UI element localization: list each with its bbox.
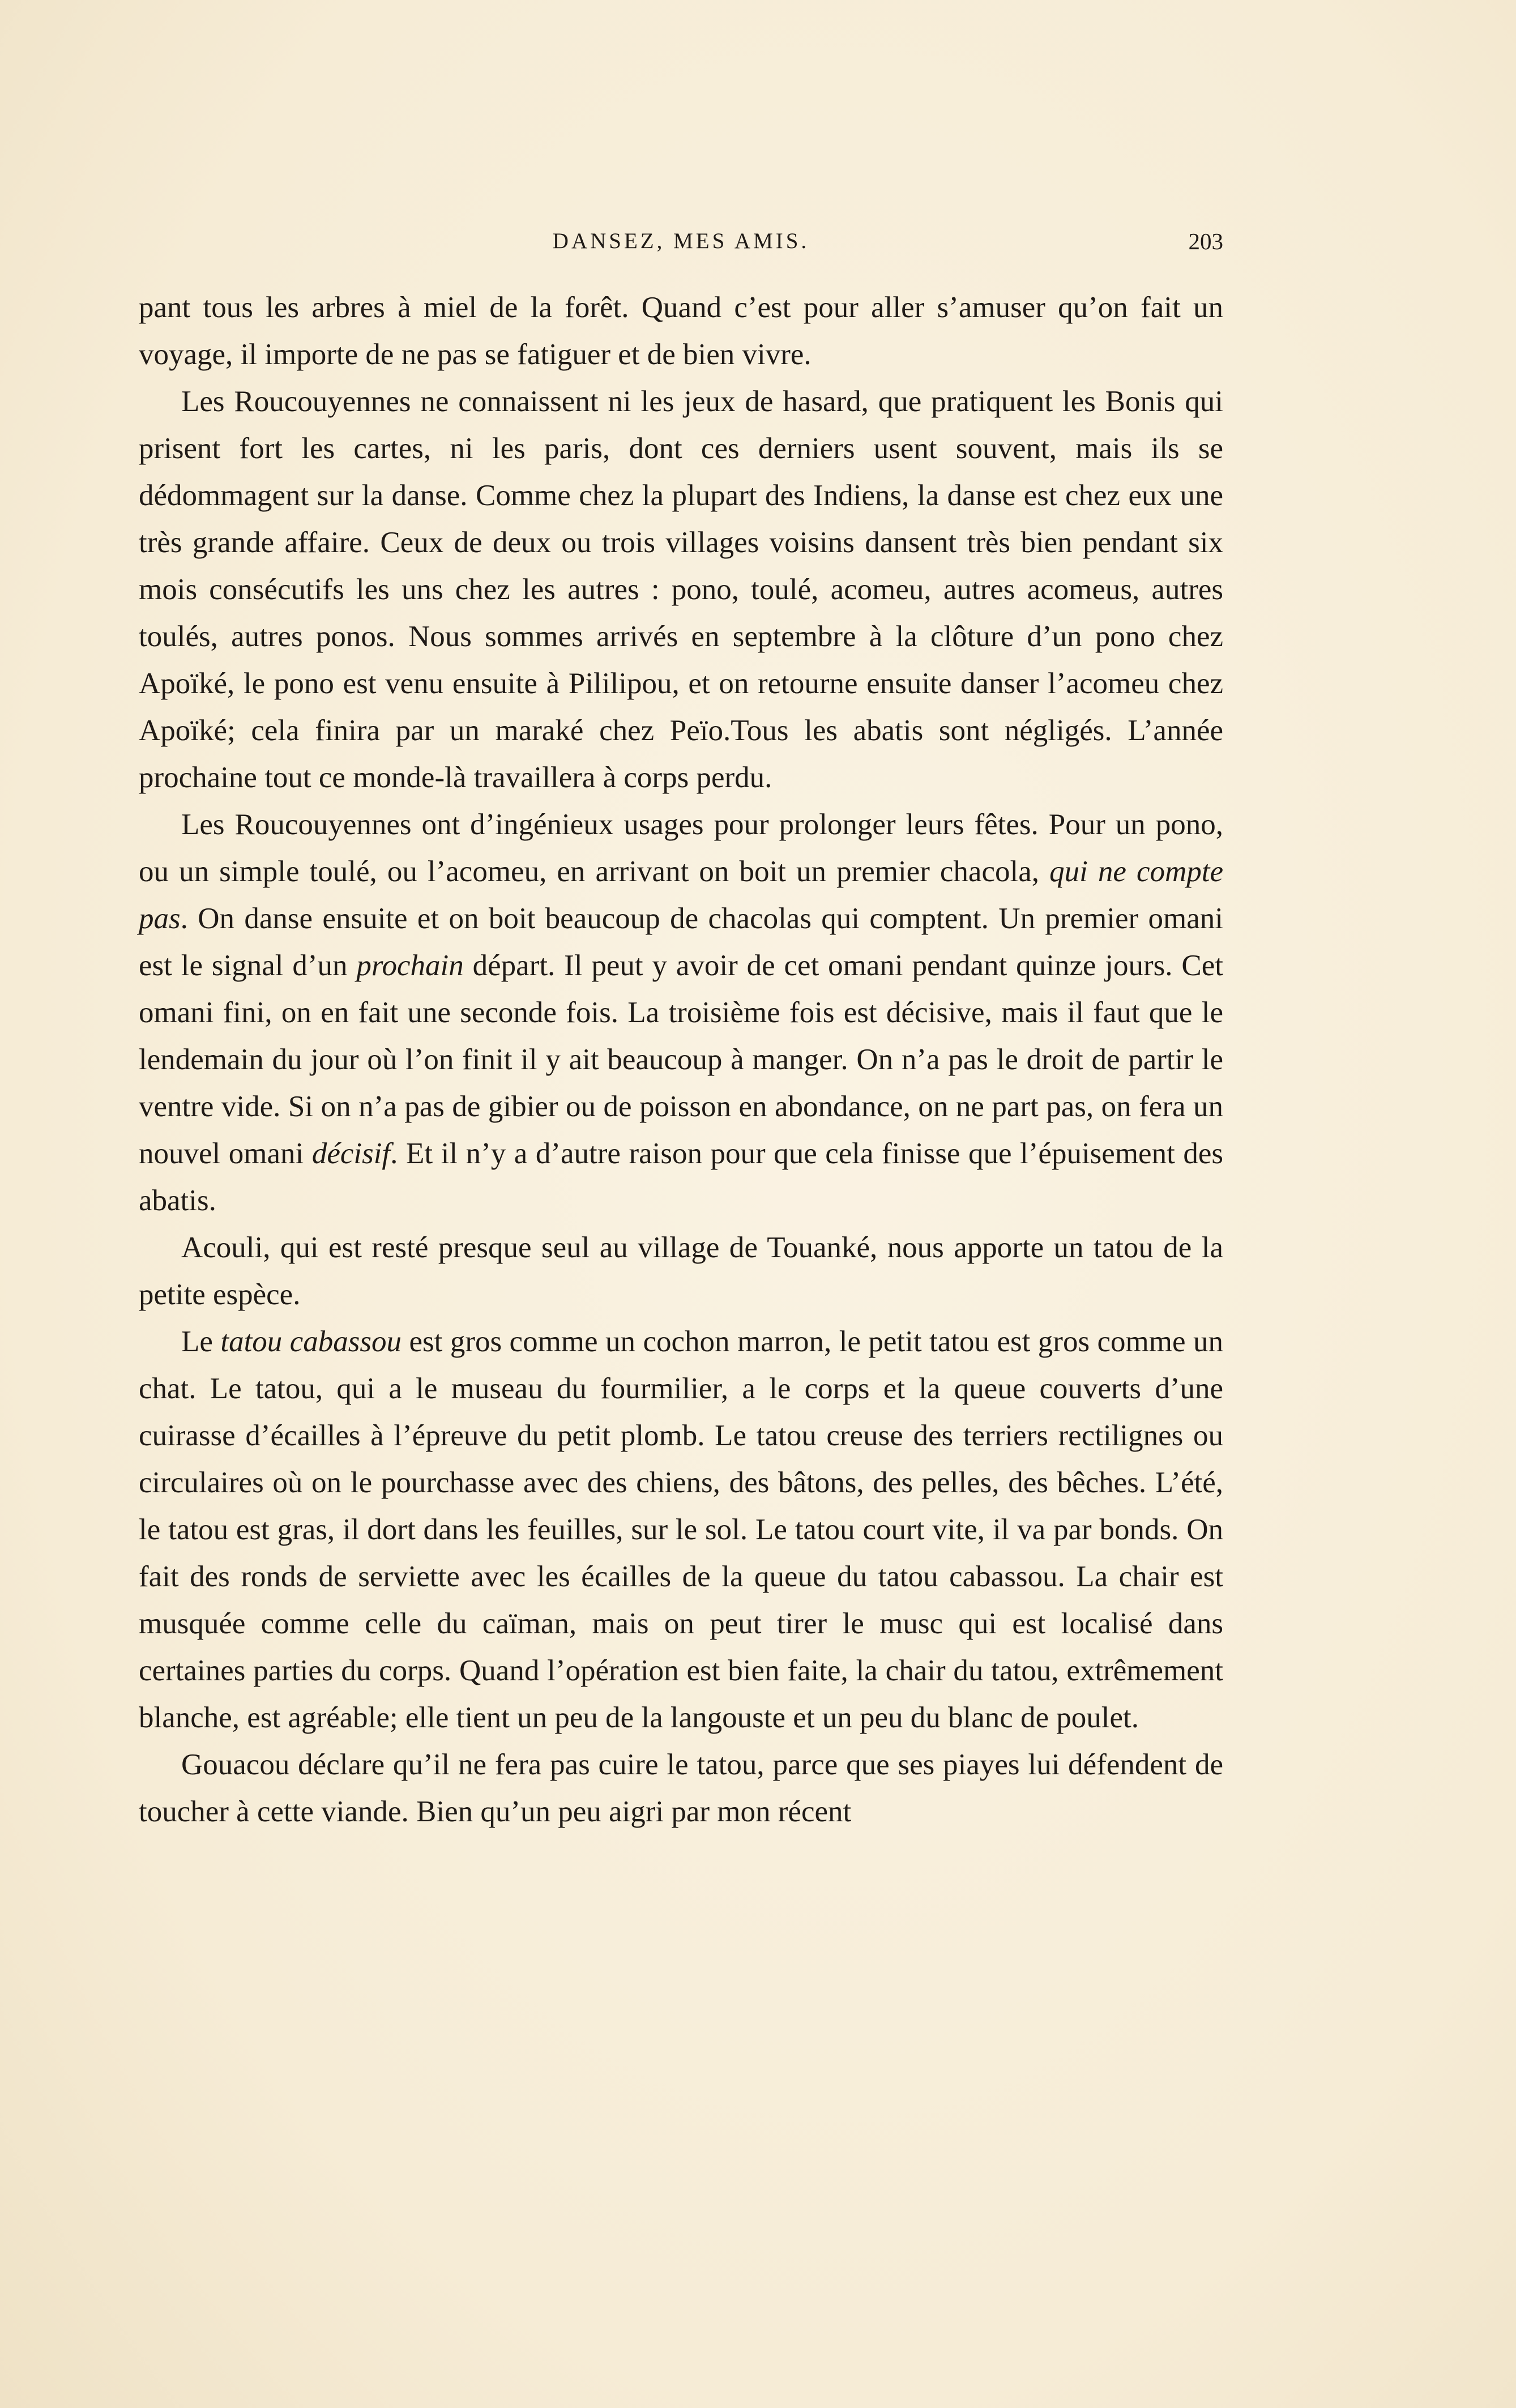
italic-text: décisif	[311, 1137, 391, 1170]
page-header	[139, 225, 1223, 265]
paragraph	[139, 1318, 1223, 1741]
page-number: 203	[1188, 228, 1223, 254]
paragraph	[139, 284, 1223, 378]
text-run: Les Roucouyennes ont d’ingénieux usages pour prolonger leurs fêtes. Pour un pono, ou un simple toulé, ou l’acomeu, en arrivant on boit un premier chacola,	[139, 808, 1223, 888]
body-text	[139, 284, 1223, 1835]
text-run: Le	[181, 1325, 221, 1358]
text-run: . On danse ensuite et on boit beaucoup de chacolas qui comptent. Un premier omani est le signal d’un	[139, 902, 1223, 982]
paragraph	[139, 378, 1223, 801]
running-title: DANSEZ, MES AMIS.	[552, 229, 810, 253]
text-run: Gouacou déclare qu’il ne fera pas cuire le tatou, parce que ses piayes lui défendent de toucher à cette viande. Bien qu’un peu aigri par mon récent	[139, 1748, 1223, 1828]
text-run: Les Roucouyennes ne connaissent ni les jeux de hasard, que pratiquent les Bonis qui prisent fort les cartes, ni les paris, dont ces derniers usent souvent, mais ils se dédommagent sur la danse. Comme chez la plupart des Indiens, la danse est chez eux une très grande affaire. Ceux de deux ou trois villages voisins dansent très bien pendant six mois consécutifs les uns chez les autres : pono, toulé, acomeu, autres acomeus, autres toulés, autres ponos. Nous sommes arrivés en septembre à la clôture d’un pono chez Apoïké, le pono est venu ensuite à Pililipou, et on retourne ensuite danser l’acomeu chez Apoïké; cela finira par un maraké chez Peïo.Tous les abatis sont négligés. L’année prochaine tout ce monde-là travaillera à corps perdu.	[139, 385, 1223, 794]
italic-text: prochain	[356, 949, 464, 982]
italic-text: tatou cabassou	[220, 1325, 402, 1358]
paragraph	[139, 1224, 1223, 1318]
text-run: Acouli, qui est resté presque seul au village de Touanké, nous apporte un tatou de la petite espèce.	[139, 1231, 1223, 1311]
paragraph	[139, 801, 1223, 1224]
paragraph	[139, 1741, 1223, 1835]
text-run: . Et il n’y a d’autre raison pour que cela finisse que l’épuisement des abatis.	[139, 1137, 1223, 1217]
text-run: départ. Il peut y avoir de cet omani pendant quinze jours. Cet omani fini, on en fait une seconde fois. La troisième fois est décisive, mais il faut que le lendemain du jour où l’on finit il y ait beaucoup à manger. On n’a pas le droit de partir le ventre vide. Si on n’a pas de gibier ou de poisson en abondance, on ne part pas, on fera un nouvel omani	[139, 949, 1223, 1170]
text-run: est gros comme un cochon marron, le petit tatou est gros comme un chat. Le tatou, qui a le museau du fourmilier, a le corps et la queue couverts d’une cuirasse d’écailles à l’épreuve du petit plomb. Le tatou creuse des terriers rectilignes ou circulaires où on le pourchasse avec des chiens, des bâtons, des pelles, des bêches. L’été, le tatou est gras, il dort dans les feuilles, sur le sol. Le tatou court vite, il va par bonds. On fait des ronds de serviette avec les écailles de la queue du tatou cabassou. La chair est musquée comme celle du caïman, mais on peut tirer le musc qui est localisé dans certaines parties du corps. Quand l’opération est bien faite, la chair du tatou, extrêmement blanche, est agréable; elle tient un peu de la langouste et un peu du blanc de poulet.	[139, 1325, 1223, 1734]
text-run: pant tous les arbres à miel de la forêt. Quand c’est pour aller s’amuser qu’on fait un voyage, il importe de ne pas se fatiguer et de bien vivre.	[139, 291, 1223, 371]
italic-text: qui ne compte pas	[139, 855, 1224, 935]
